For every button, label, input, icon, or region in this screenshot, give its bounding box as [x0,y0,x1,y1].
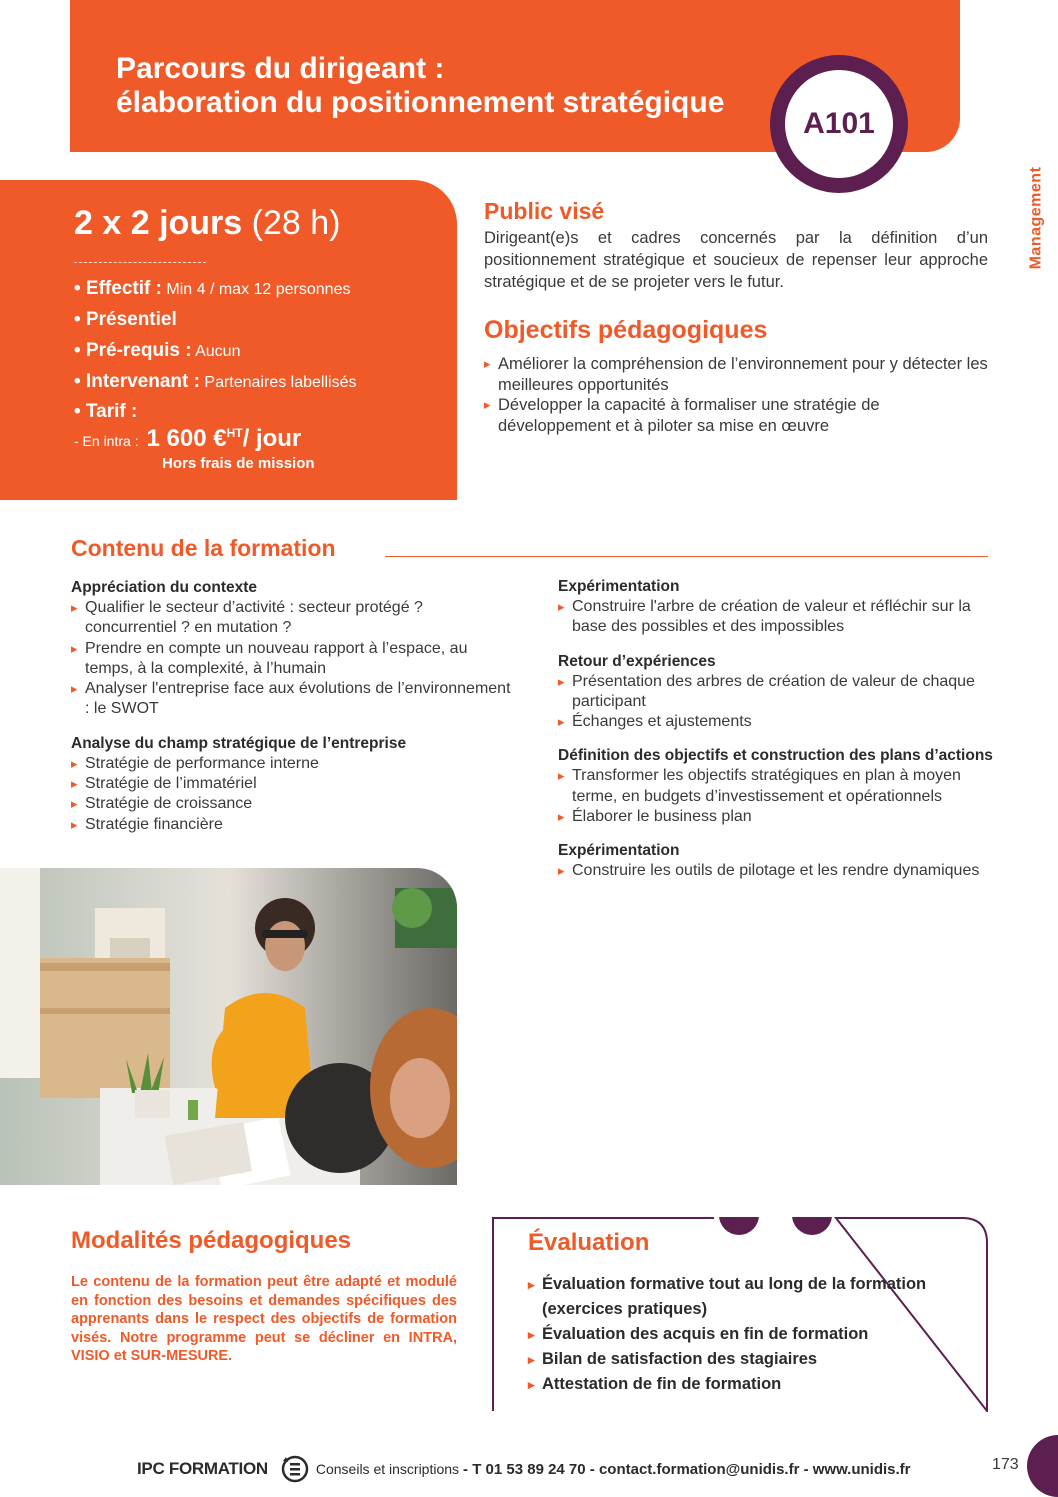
footer-lead: Conseils et inscriptions [315,1461,460,1477]
info-intervenant [74,371,356,393]
content-column-right [558,577,998,896]
page-title-line2: élaboration du positionnement stratégique [116,86,725,119]
duration [74,204,340,243]
info-label: • Présentiel [74,309,177,330]
intra-price [146,425,301,452]
list-item: ▸ Stratégie financière [71,815,511,835]
info-label: • Effectif : [74,278,162,299]
content-group [71,734,511,835]
divider [74,262,206,263]
group-title: Analyse du champ stratégique de l’entreprise [71,734,407,752]
list-item: ▸ Bilan de satisfaction des stagiaires [528,1347,968,1372]
group-title: Expérimentation [558,842,680,860]
list-item: ▸ Évaluation des acquis en fin de formation [528,1322,968,1347]
info-presentiel [74,309,177,331]
info-value: Aucun [191,343,241,360]
group-title: Retour d’expériences [558,652,716,670]
intra-price-line [74,425,301,453]
list-item: ▸ Prendre en compte un nouveau rapport à l’espace, au temps, à la complexité, à l’humain [71,639,511,680]
content-group [558,577,998,638]
content-group [71,578,511,720]
photo-illustration [0,868,457,1185]
info-label: • Intervenant : [74,371,200,392]
phone-contact-icon [280,1455,310,1483]
modalities-heading: Modalités pédagogiques [71,1227,352,1254]
divider [385,556,988,557]
content-group [558,652,998,733]
course-info-box [0,180,457,500]
info-value: Partenaires labellisés [199,374,357,391]
training-photo [0,868,457,1185]
list-item: ▸ Échanges et ajustements [558,712,998,732]
list-item: ▸ Analyser l'entreprise face aux évolutions de l’environnement : le SWOT [71,679,511,720]
objectives-list [484,354,994,436]
list-item: ▸ Stratégie de l’immatériel [71,774,511,794]
page-number: 173 [992,1456,1019,1473]
info-label: • Pré-requis : [74,340,192,361]
group-title: Définition des objectifs et construction des plans d’actions [558,747,993,765]
duration-hours: (28 h) [251,204,341,242]
list-item: ▸ Stratégie de croissance [71,794,511,814]
list-item: ▸ Qualifier le secteur d’activité : secteur protégé ? concurrentiel ? en mutation ? [71,598,511,639]
list-item: ▸ Construire l'arbre de création de valeur et réfléchir sur la base des possibles et des impossibles [558,597,998,638]
content-group [558,841,998,881]
list-item: ▸ Stratégie de performance interne [71,754,511,774]
brand-part: IPC [137,1459,165,1478]
content-group [558,746,998,827]
intra-note: Hors frais de mission [162,455,315,472]
info-effectif [74,278,350,300]
info-value: Min 4 / max 12 personnes [161,281,351,298]
footer-contact: - T 01 53 89 24 70 - contact.formation@unidis.fr - www.unidis.fr [463,1460,911,1478]
objectives-heading: Objectifs pédagogiques [484,316,768,344]
content-heading: Contenu de la formation [71,535,336,561]
list-item: ▸ Attestation de fin de formation [528,1372,968,1397]
footer [137,1455,911,1483]
info-label: • Tarif : [74,401,138,422]
course-code-badge [770,55,908,193]
category-tab [1022,150,1050,285]
intra-label: - En intra : [74,433,139,449]
group-title: Expérimentation [558,578,680,595]
duration-days: 2 x 2 jours [74,204,243,242]
public-text: Dirigeant(e)s et cadres concernés par la définition d’un positionnement stratégique et soucieux de repenser leur approche stratégique et de se projeter vers le futur. [484,229,988,291]
list-item: ▸ Améliorer la compréhension de l’environnement pour y détecter les meilleures opportunités [484,354,994,395]
info-prerequis [74,340,240,362]
content-column-left [71,578,511,849]
price-ht: HT [226,426,243,440]
price-value: 1 600 € [146,425,227,452]
category-label: Management [1027,166,1045,269]
modalities-text: Le contenu de la formation peut être adapté et modulé en fonction des besoins et demandes spécifiques des apprenants dans le respect des objectifs de formation visés. Notre programme peut se décliner en INTRA, VISIO et SUR-MESURE. [71,1274,457,1364]
public-heading: Public visé [484,198,605,224]
list-item: ▸ Transformer les objectifs stratégiques en plan à moyen terme, en budgets d’investissement et opérationnels [558,766,998,807]
corner-decoration [1027,1435,1058,1497]
brand-name [137,1459,268,1479]
list-item: ▸ Présentation des arbres de création de valeur de chaque participant [558,672,998,713]
brand-part: FORMATION [164,1459,268,1478]
list-item: ▸ Développer la capacité à formaliser une stratégie de développement et à piloter sa mise en œuvre [484,395,994,436]
list-item: ▸ Élaborer le business plan [558,807,998,827]
evaluation-list [528,1272,968,1397]
list-item: ▸ Construire les outils de pilotage et les rendre dynamiques [558,861,998,881]
page-title-line1: Parcours du dirigeant : [116,52,445,85]
list-item: ▸ Évaluation formative tout au long de la formation (exercices pratiques) [528,1272,968,1322]
course-code: A101 [803,107,875,140]
group-title: Appréciation du contexte [71,579,258,596]
info-tarif [74,401,137,423]
price-unit: / jour [242,425,302,452]
evaluation-heading: Évaluation [528,1229,650,1256]
